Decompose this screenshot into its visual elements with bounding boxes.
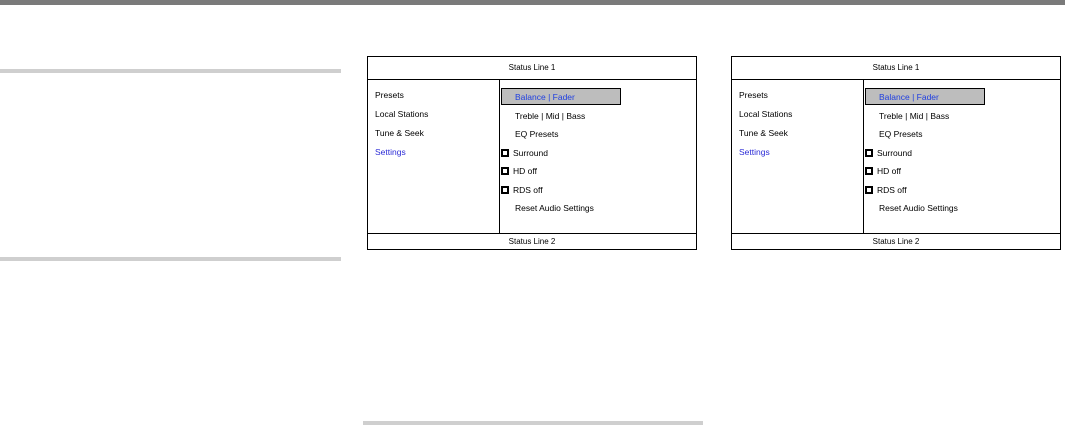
settings-menu bbox=[501, 88, 695, 218]
divider-rule-bottom bbox=[363, 421, 703, 425]
menu-item-label: HD off bbox=[877, 166, 901, 176]
nav-item-presets[interactable]: Presets bbox=[375, 90, 404, 100]
rds-off-checkbox[interactable] bbox=[865, 186, 873, 194]
nav-item-tune-seek[interactable]: Tune & Seek bbox=[739, 128, 788, 138]
panel-divider bbox=[499, 79, 500, 234]
status-line-bottom: Status Line 2 bbox=[732, 233, 1060, 249]
menu-item-label: Treble | Mid | Bass bbox=[879, 110, 950, 121]
menu-item-label: EQ Presets bbox=[515, 129, 559, 139]
menu-item-label: EQ Presets bbox=[879, 129, 923, 139]
surround-checkbox[interactable] bbox=[865, 149, 873, 157]
menu-item-balance-fader[interactable] bbox=[865, 88, 1059, 107]
divider-rule-middle bbox=[0, 257, 341, 261]
menu-item-label: Surround bbox=[513, 147, 548, 158]
radio-screen-2 bbox=[731, 56, 1061, 250]
status-line-top: Status Line 1 bbox=[368, 57, 696, 80]
panel-divider bbox=[863, 79, 864, 234]
menu-item-label: RDS off bbox=[877, 184, 907, 195]
status-line-top: Status Line 1 bbox=[732, 57, 1060, 80]
nav-item-settings[interactable]: Settings bbox=[375, 147, 406, 157]
nav-list bbox=[375, 91, 428, 167]
menu-item-reset-audio-settings[interactable] bbox=[865, 199, 1059, 218]
menu-item-reset-audio-settings[interactable] bbox=[501, 199, 695, 218]
menu-item-eq-presets[interactable] bbox=[865, 125, 1059, 144]
nav-item-settings[interactable]: Settings bbox=[739, 147, 770, 157]
surround-checkbox[interactable] bbox=[501, 149, 509, 157]
menu-item-label: Balance | Fader bbox=[515, 92, 575, 102]
menu-item-label: Treble | Mid | Bass bbox=[515, 110, 586, 121]
settings-menu bbox=[865, 88, 1059, 218]
menu-item-label: RDS off bbox=[513, 184, 543, 195]
status-line-bottom: Status Line 2 bbox=[368, 233, 696, 249]
hd-off-checkbox[interactable] bbox=[865, 167, 873, 175]
menu-item-balance-fader[interactable] bbox=[501, 88, 695, 107]
menu-item-surround[interactable] bbox=[865, 144, 1059, 163]
radio-screen-1 bbox=[367, 56, 697, 250]
menu-item-rds-off[interactable] bbox=[865, 181, 1059, 200]
menu-item-treble-mid-bass[interactable] bbox=[865, 107, 1059, 126]
nav-item-local-stations[interactable]: Local Stations bbox=[739, 109, 793, 119]
nav-list bbox=[739, 91, 792, 167]
menu-item-rds-off[interactable] bbox=[501, 181, 695, 200]
menu-item-hd-off[interactable] bbox=[501, 162, 695, 181]
menu-item-hd-off[interactable] bbox=[865, 162, 1059, 181]
menu-item-eq-presets[interactable] bbox=[501, 125, 695, 144]
menu-item-surround[interactable] bbox=[501, 144, 695, 163]
menu-item-label: Surround bbox=[877, 147, 912, 158]
top-bar bbox=[0, 0, 1065, 5]
menu-item-treble-mid-bass[interactable] bbox=[501, 107, 695, 126]
nav-item-local-stations[interactable]: Local Stations bbox=[375, 109, 429, 119]
nav-item-tune-seek[interactable]: Tune & Seek bbox=[375, 128, 424, 138]
hd-off-checkbox[interactable] bbox=[501, 167, 509, 175]
menu-item-label: HD off bbox=[513, 166, 537, 176]
nav-item-presets[interactable]: Presets bbox=[739, 90, 768, 100]
menu-item-label: Reset Audio Settings bbox=[515, 203, 594, 213]
menu-item-label: Balance | Fader bbox=[879, 92, 939, 102]
divider-rule-top bbox=[0, 69, 341, 73]
menu-item-label: Reset Audio Settings bbox=[879, 203, 958, 213]
rds-off-checkbox[interactable] bbox=[501, 186, 509, 194]
